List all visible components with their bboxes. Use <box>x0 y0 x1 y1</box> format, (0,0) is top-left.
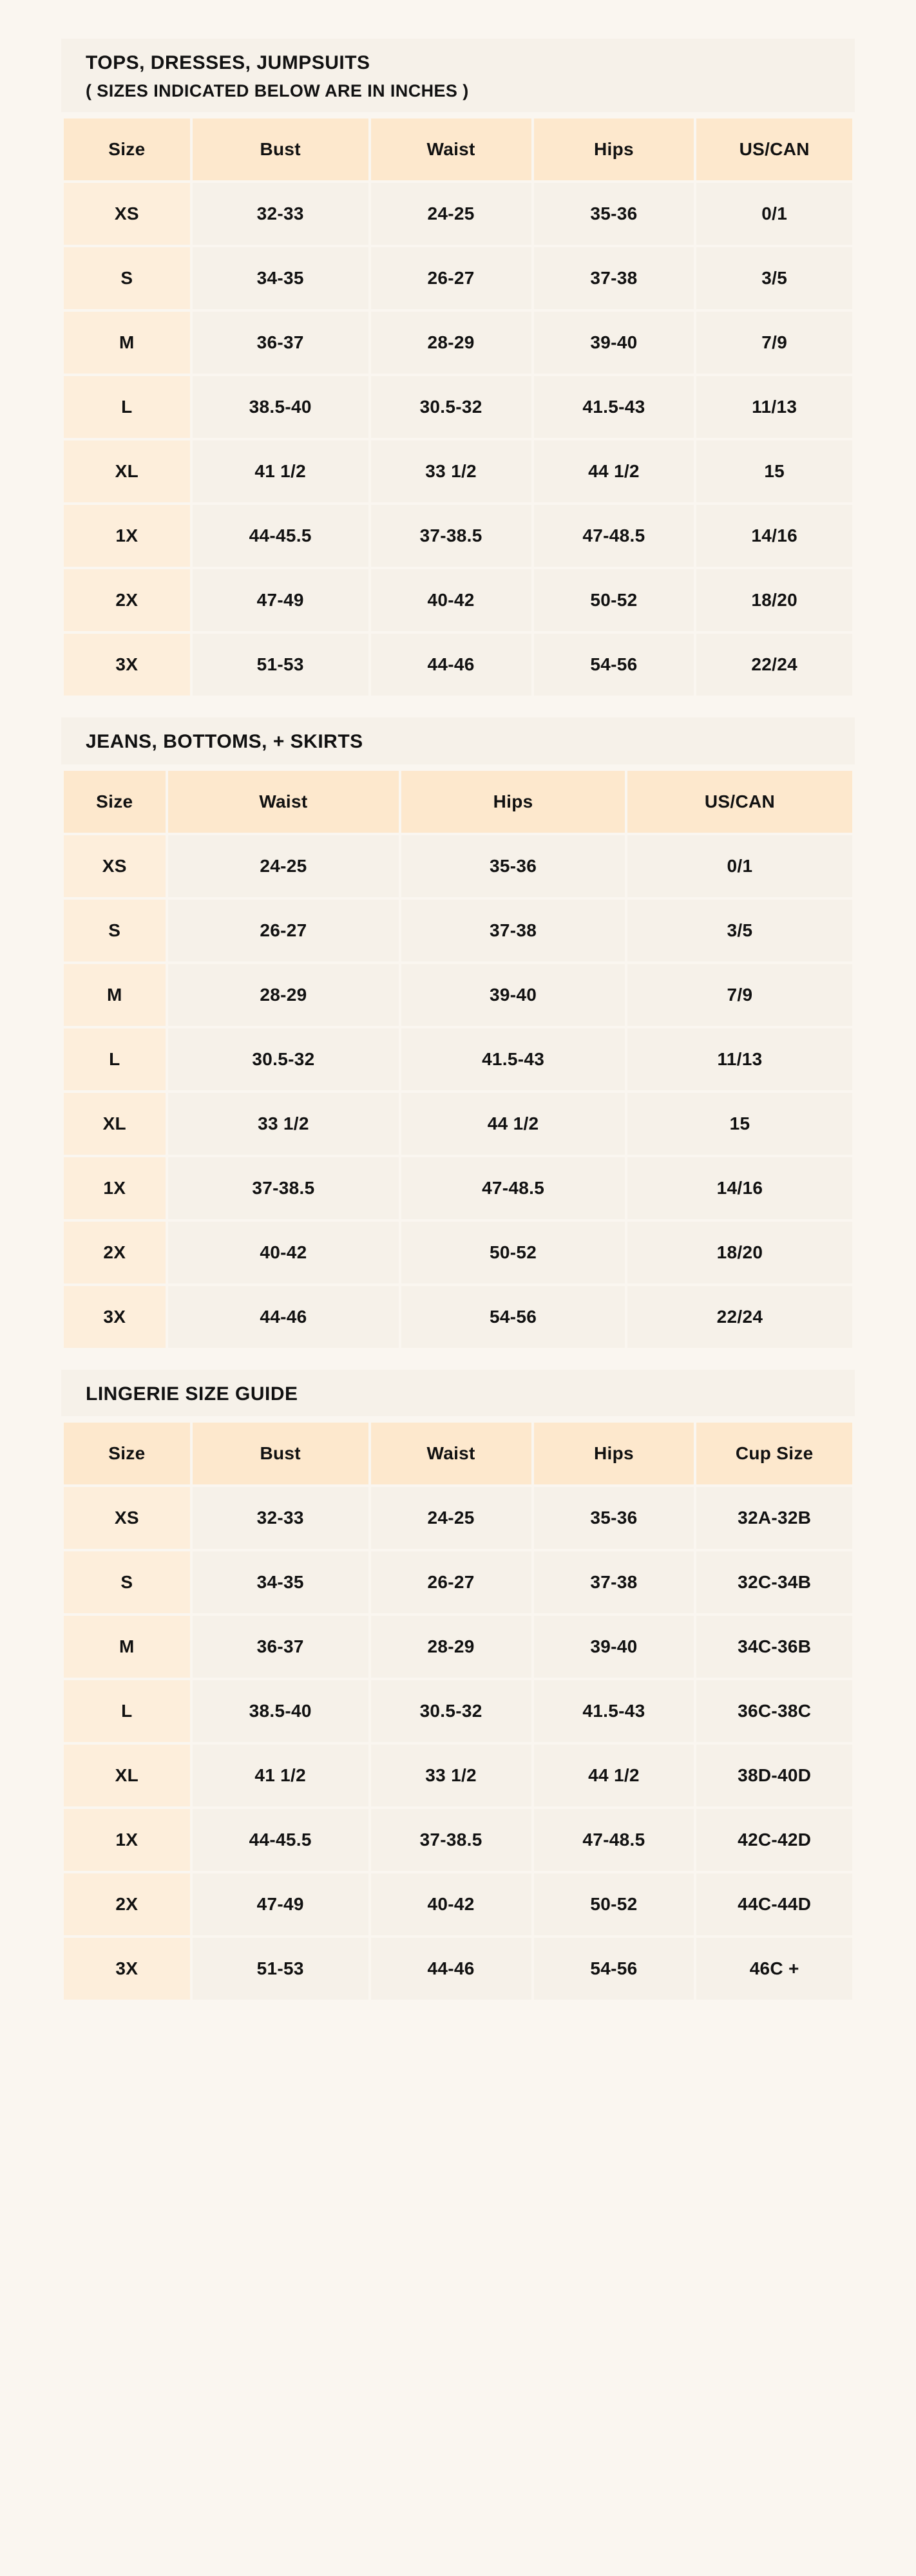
measurement-cell: 34-35 <box>193 1551 368 1613</box>
measurement-cell: 44 1/2 <box>534 1745 694 1806</box>
measurement-cell: 51-53 <box>193 634 368 696</box>
size-label-cell: 1X <box>64 505 190 567</box>
section-header <box>61 1370 855 1417</box>
measurement-cell: 54-56 <box>534 1938 694 2000</box>
table-header-row <box>64 1423 852 1484</box>
measurement-cell: 54-56 <box>401 1286 625 1348</box>
measurement-cell: 51-53 <box>193 1938 368 2000</box>
measurement-cell: 38.5-40 <box>193 376 368 438</box>
size-label-cell: XL <box>64 1745 190 1806</box>
size-label-cell: XL <box>64 440 190 502</box>
measurement-cell: 47-49 <box>193 569 368 631</box>
measurement-cell: 28-29 <box>168 964 399 1026</box>
size-label-cell: L <box>64 376 190 438</box>
section-title: LINGERIE SIZE GUIDE <box>86 1383 298 1405</box>
measurement-cell: 41.5-43 <box>401 1028 625 1090</box>
size-label-cell: XL <box>64 1093 166 1155</box>
column-header: Hips <box>534 1423 694 1484</box>
size-guide-section <box>61 717 855 1350</box>
column-header: Waist <box>371 118 531 180</box>
size-guide-section <box>61 39 855 698</box>
measurement-cell: 7/9 <box>627 964 852 1026</box>
column-header: Waist <box>371 1423 531 1484</box>
measurement-cell: 37-38 <box>534 1551 694 1613</box>
measurement-cell: 30.5-32 <box>371 376 531 438</box>
size-label-cell: M <box>64 1616 190 1678</box>
measurement-cell: 32C-34B <box>696 1551 852 1613</box>
size-label-cell: 2X <box>64 1873 190 1935</box>
measurement-cell: 47-48.5 <box>401 1157 625 1219</box>
measurement-cell: 39-40 <box>534 1616 694 1678</box>
measurement-cell: 22/24 <box>696 634 852 696</box>
measurement-cell: 18/20 <box>696 569 852 631</box>
table-row <box>64 1809 852 1871</box>
measurement-cell: 34-35 <box>193 247 368 309</box>
table-row <box>64 569 852 631</box>
measurement-cell: 26-27 <box>371 247 531 309</box>
size-label-cell: 3X <box>64 1286 166 1348</box>
table-row <box>64 900 852 961</box>
table-row <box>64 835 852 897</box>
measurement-cell: 36C-38C <box>696 1680 852 1742</box>
table-row <box>64 1286 852 1348</box>
column-header: Cup Size <box>696 1423 852 1484</box>
measurement-cell: 44 1/2 <box>534 440 694 502</box>
measurement-cell: 35-36 <box>534 183 694 245</box>
measurement-cell: 37-38.5 <box>371 1809 531 1871</box>
measurement-cell: 33 1/2 <box>371 1745 531 1806</box>
size-label-cell: 3X <box>64 634 190 696</box>
size-guide-section <box>61 1370 855 2003</box>
measurement-cell: 41 1/2 <box>193 440 368 502</box>
table-row <box>64 1616 852 1678</box>
measurement-cell: 47-49 <box>193 1873 368 1935</box>
size-label-cell: 1X <box>64 1157 166 1219</box>
measurement-cell: 28-29 <box>371 312 531 374</box>
size-table <box>61 116 855 698</box>
measurement-cell: 30.5-32 <box>371 1680 531 1742</box>
size-label-cell: S <box>64 247 190 309</box>
measurement-cell: 34C-36B <box>696 1616 852 1678</box>
measurement-cell: 32A-32B <box>696 1487 852 1549</box>
table-row <box>64 1551 852 1613</box>
measurement-cell: 44-45.5 <box>193 505 368 567</box>
section-subtitle: ( SIZES INDICATED BELOW ARE IN INCHES ) <box>86 80 469 100</box>
measurement-cell: 44 1/2 <box>401 1093 625 1155</box>
measurement-cell: 38D-40D <box>696 1745 852 1806</box>
size-label-cell: 1X <box>64 1809 190 1871</box>
size-label-cell: M <box>64 312 190 374</box>
measurement-cell: 40-42 <box>168 1222 399 1283</box>
size-label-cell: M <box>64 964 166 1026</box>
measurement-cell: 54-56 <box>534 634 694 696</box>
measurement-cell: 35-36 <box>534 1487 694 1549</box>
measurement-cell: 36-37 <box>193 312 368 374</box>
measurement-cell: 37-38 <box>401 900 625 961</box>
measurement-cell: 26-27 <box>168 900 399 961</box>
table-row <box>64 440 852 502</box>
table-row <box>64 1222 852 1283</box>
column-header: Hips <box>401 771 625 833</box>
measurement-cell: 47-48.5 <box>534 1809 694 1871</box>
measurement-cell: 44-46 <box>168 1286 399 1348</box>
measurement-cell: 39-40 <box>534 312 694 374</box>
measurement-cell: 44-46 <box>371 1938 531 2000</box>
measurement-cell: 50-52 <box>534 569 694 631</box>
table-header-row <box>64 771 852 833</box>
measurement-cell: 35-36 <box>401 835 625 897</box>
table-row <box>64 1028 852 1090</box>
measurement-cell: 14/16 <box>696 505 852 567</box>
measurement-cell: 24-25 <box>371 183 531 245</box>
size-label-cell: XS <box>64 1487 190 1549</box>
table-row <box>64 1157 852 1219</box>
measurement-cell: 24-25 <box>371 1487 531 1549</box>
measurement-cell: 32-33 <box>193 1487 368 1549</box>
measurement-cell: 32-33 <box>193 183 368 245</box>
size-guide-document <box>61 39 855 2002</box>
measurement-cell: 30.5-32 <box>168 1028 399 1090</box>
size-table <box>61 1420 855 2002</box>
measurement-cell: 26-27 <box>371 1551 531 1613</box>
table-row <box>64 1487 852 1549</box>
measurement-cell: 41.5-43 <box>534 376 694 438</box>
measurement-cell: 42C-42D <box>696 1809 852 1871</box>
measurement-cell: 14/16 <box>627 1157 852 1219</box>
section-header <box>61 39 855 112</box>
size-label-cell: XS <box>64 183 190 245</box>
size-label-cell: 3X <box>64 1938 190 2000</box>
table-row <box>64 1873 852 1935</box>
measurement-cell: 0/1 <box>696 183 852 245</box>
measurement-cell: 28-29 <box>371 1616 531 1678</box>
measurement-cell: 50-52 <box>401 1222 625 1283</box>
measurement-cell: 37-38.5 <box>371 505 531 567</box>
size-label-cell: L <box>64 1680 190 1742</box>
table-row <box>64 634 852 696</box>
section-title: JEANS, BOTTOMS, + SKIRTS <box>86 731 363 753</box>
table-row <box>64 964 852 1026</box>
section-header <box>61 717 855 764</box>
table-row <box>64 1745 852 1806</box>
column-header: US/CAN <box>696 118 852 180</box>
measurement-cell: 46C + <box>696 1938 852 2000</box>
measurement-cell: 18/20 <box>627 1222 852 1283</box>
size-label-cell: S <box>64 1551 190 1613</box>
measurement-cell: 15 <box>696 440 852 502</box>
column-header: Bust <box>193 1423 368 1484</box>
section-title: TOPS, DRESSES, JUMPSUITS <box>86 52 370 73</box>
measurement-cell: 33 1/2 <box>371 440 531 502</box>
measurement-cell: 38.5-40 <box>193 1680 368 1742</box>
table-header-row <box>64 118 852 180</box>
measurement-cell: 37-38 <box>534 247 694 309</box>
measurement-cell: 37-38.5 <box>168 1157 399 1219</box>
measurement-cell: 44C-44D <box>696 1873 852 1935</box>
table-row <box>64 183 852 245</box>
size-label-cell: L <box>64 1028 166 1090</box>
measurement-cell: 40-42 <box>371 569 531 631</box>
measurement-cell: 0/1 <box>627 835 852 897</box>
measurement-cell: 50-52 <box>534 1873 694 1935</box>
column-header: Bust <box>193 118 368 180</box>
measurement-cell: 36-37 <box>193 1616 368 1678</box>
column-header: Hips <box>534 118 694 180</box>
measurement-cell: 44-45.5 <box>193 1809 368 1871</box>
measurement-cell: 3/5 <box>696 247 852 309</box>
measurement-cell: 7/9 <box>696 312 852 374</box>
table-row <box>64 1938 852 2000</box>
measurement-cell: 41.5-43 <box>534 1680 694 1742</box>
size-label-cell: 2X <box>64 1222 166 1283</box>
measurement-cell: 22/24 <box>627 1286 852 1348</box>
column-header: Size <box>64 771 166 833</box>
column-header: Waist <box>168 771 399 833</box>
measurement-cell: 3/5 <box>627 900 852 961</box>
table-row <box>64 1680 852 1742</box>
column-header: Size <box>64 1423 190 1484</box>
measurement-cell: 15 <box>627 1093 852 1155</box>
measurement-cell: 40-42 <box>371 1873 531 1935</box>
size-table <box>61 768 855 1350</box>
measurement-cell: 47-48.5 <box>534 505 694 567</box>
size-label-cell: 2X <box>64 569 190 631</box>
measurement-cell: 11/13 <box>696 376 852 438</box>
measurement-cell: 24-25 <box>168 835 399 897</box>
measurement-cell: 44-46 <box>371 634 531 696</box>
measurement-cell: 39-40 <box>401 964 625 1026</box>
size-label-cell: XS <box>64 835 166 897</box>
table-row <box>64 247 852 309</box>
table-row <box>64 312 852 374</box>
table-row <box>64 376 852 438</box>
measurement-cell: 11/13 <box>627 1028 852 1090</box>
measurement-cell: 33 1/2 <box>168 1093 399 1155</box>
measurement-cell: 41 1/2 <box>193 1745 368 1806</box>
column-header: Size <box>64 118 190 180</box>
size-label-cell: S <box>64 900 166 961</box>
table-row <box>64 505 852 567</box>
column-header: US/CAN <box>627 771 852 833</box>
table-row <box>64 1093 852 1155</box>
